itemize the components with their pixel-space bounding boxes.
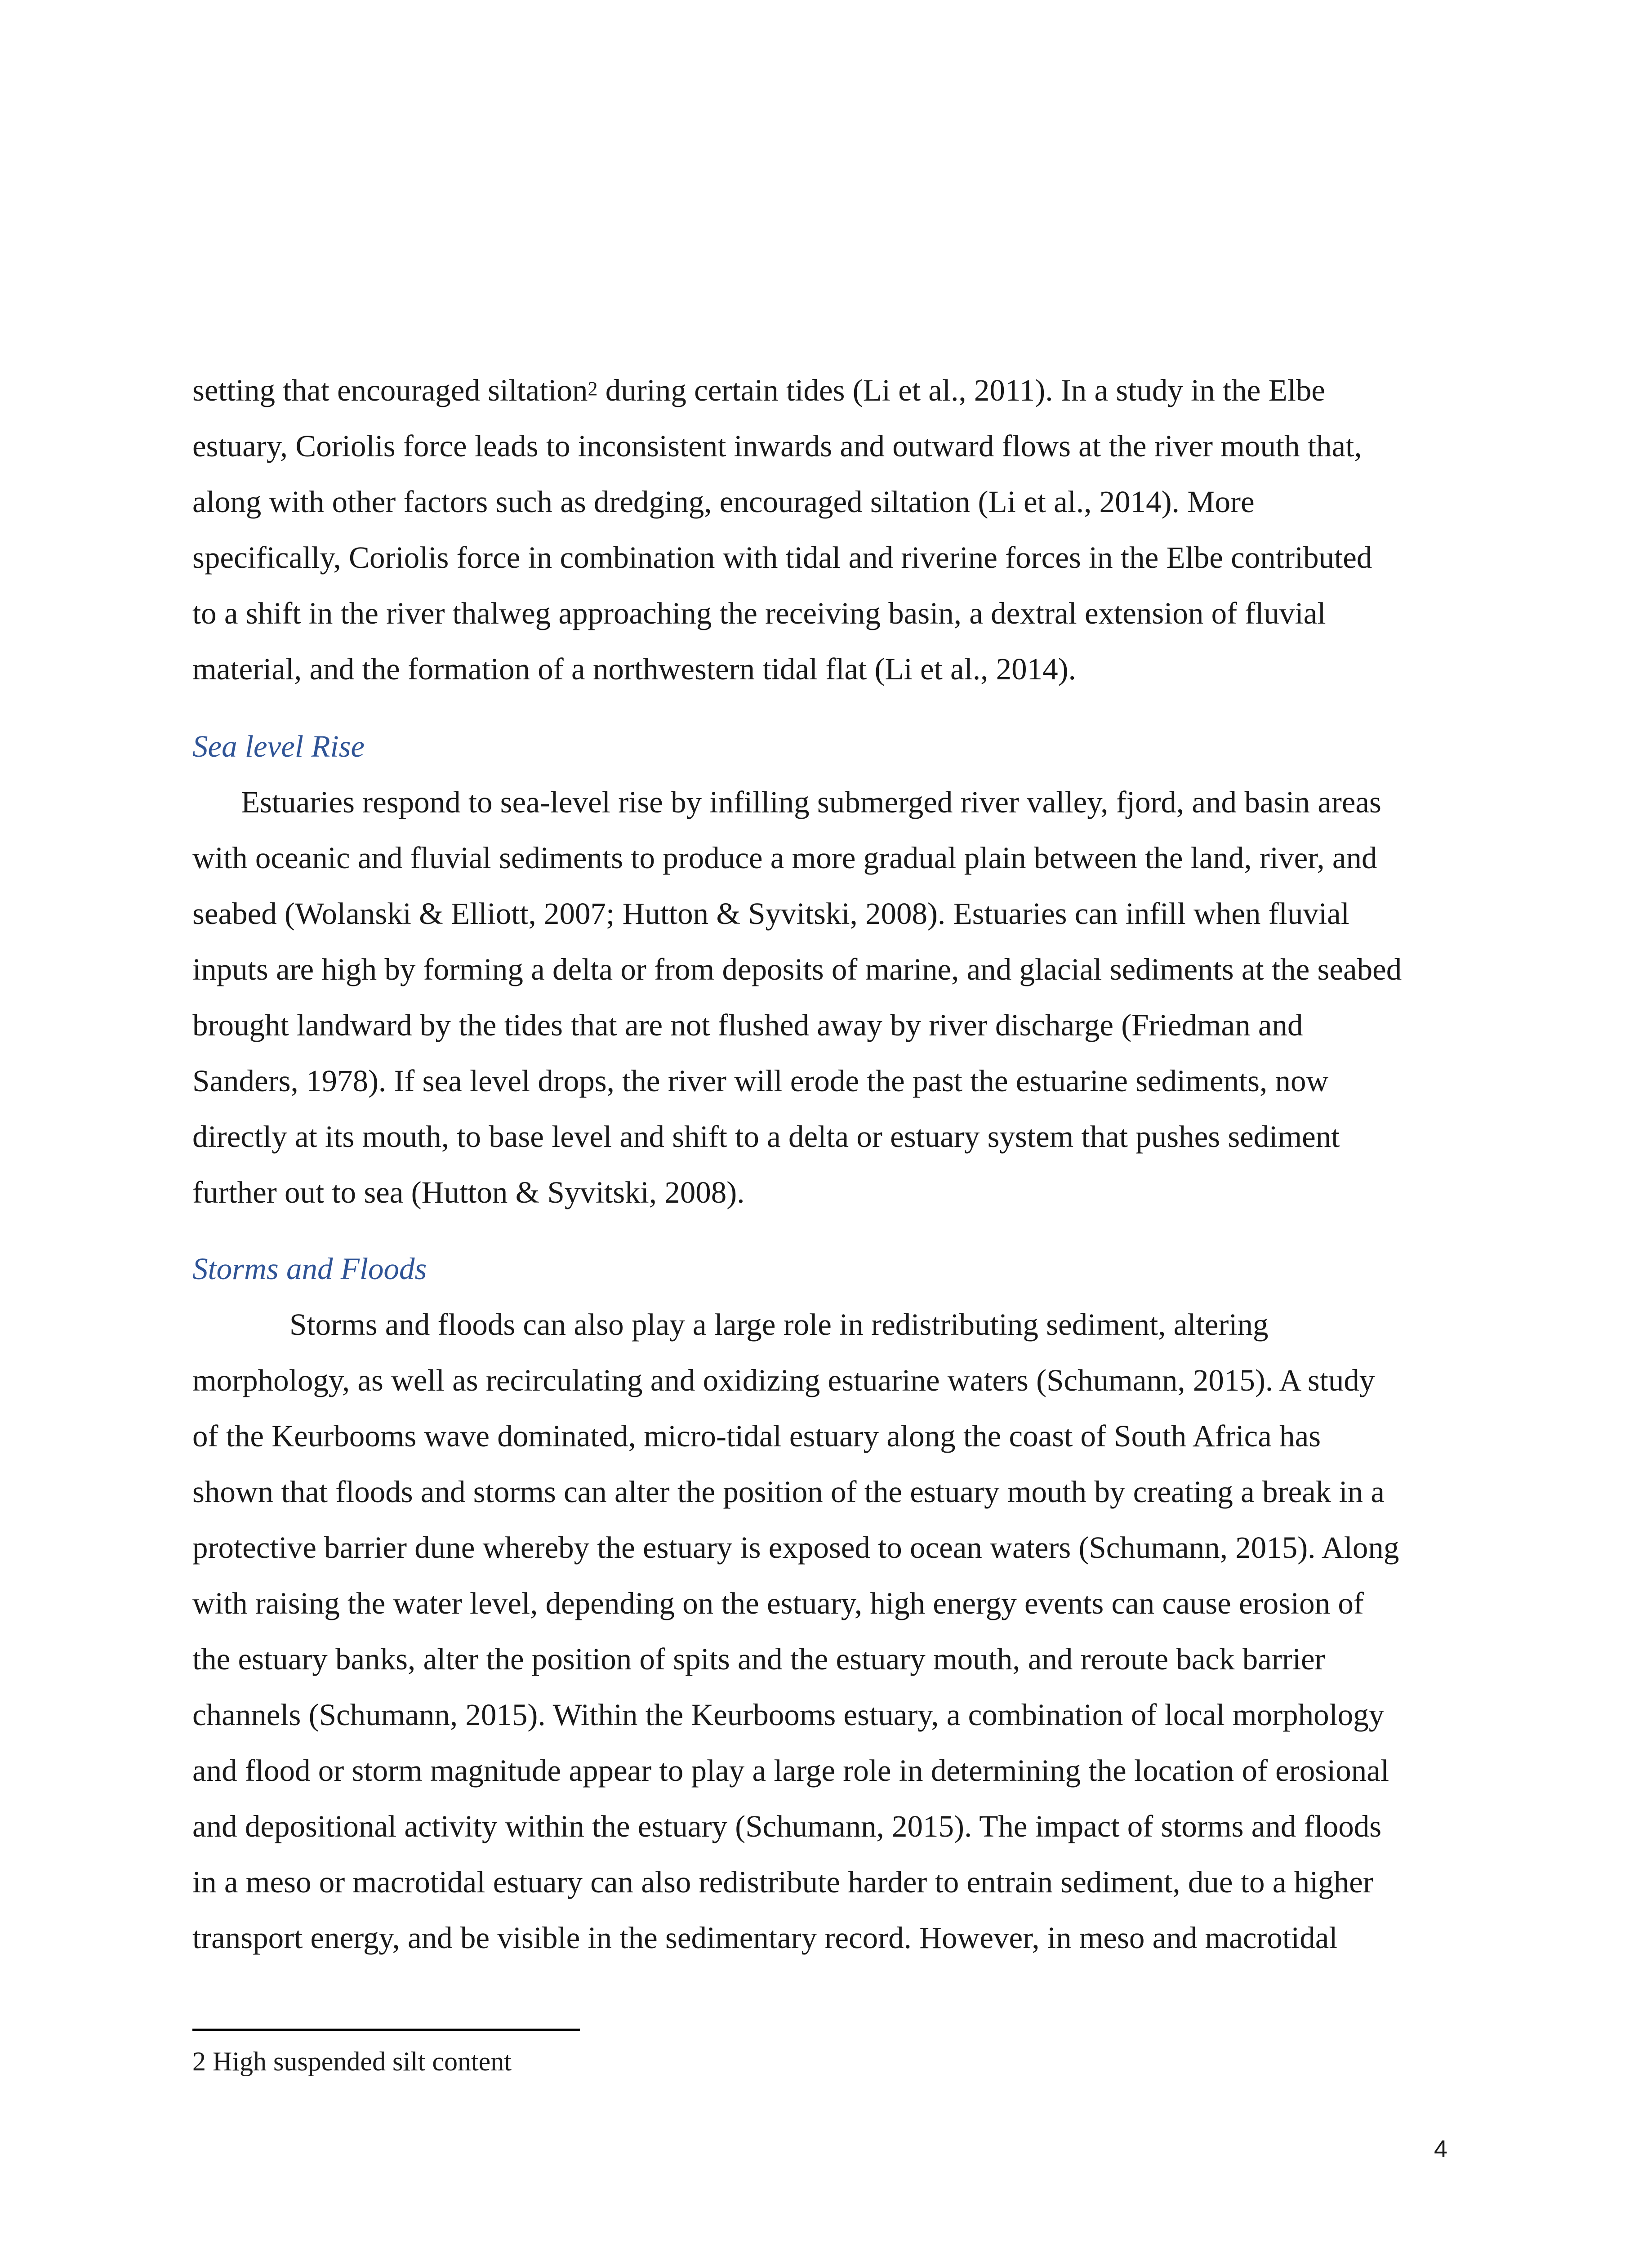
paragraph-line: brought landward by the tides that are not flushed away by river discharge (Friedman and bbox=[192, 1008, 1303, 1042]
paragraph-line: specifically, Coriolis force in combination with tidal and riverine forces in the Elbe contributed bbox=[192, 540, 1372, 575]
paragraph-line: and depositional activity within the estuary (Schumann, 2015). The impact of storms and floods bbox=[192, 1809, 1382, 1843]
section-heading-sea-level-rise: Sea level Rise bbox=[192, 729, 365, 763]
paragraph-line: Storms and floods can also play a large role in redistributing sediment, altering bbox=[289, 1307, 1269, 1342]
text-run: setting that encouraged siltation bbox=[192, 373, 588, 407]
sea-level-rise-paragraph bbox=[192, 774, 1465, 1220]
paragraph-line: with raising the water level, depending on the estuary, high energy events can cause erosion of bbox=[192, 1586, 1364, 1620]
footnote-divider bbox=[192, 2029, 580, 2031]
paragraph-line: seabed (Wolanski & Elliott, 2007; Hutton & Syvitski, 2008). Estuaries can infill when fluvial bbox=[192, 897, 1349, 931]
paragraph-line: further out to sea (Hutton & Syvitski, 2008). bbox=[192, 1175, 745, 1209]
paragraph-line: morphology, as well as recirculating and oxidizing estuarine waters (Schumann, 2015). A study bbox=[192, 1363, 1375, 1397]
paragraph-line: material, and the formation of a northwestern tidal flat (Li et al., 2014). bbox=[192, 652, 1076, 686]
intro-paragraph bbox=[192, 362, 1465, 697]
paragraph-line: and flood or storm magnitude appear to play a large role in determining the location of erosional bbox=[192, 1753, 1389, 1788]
paragraph-line: directly at its mouth, to base level and shift to a delta or estuary system that pushes sediment bbox=[192, 1120, 1340, 1154]
paragraph-line: along with other factors such as dredging, encouraged siltation (Li et al., 2014). More bbox=[192, 485, 1255, 519]
paragraph-line bbox=[192, 362, 1465, 418]
storms-floods-paragraph bbox=[192, 1297, 1465, 1966]
paragraph-line: transport energy, and be visible in the sedimentary record. However, in meso and macrotidal bbox=[192, 1921, 1338, 1955]
paragraph-line: the estuary banks, alter the position of spits and the estuary mouth, and reroute back barrier bbox=[192, 1642, 1325, 1676]
paragraph-line: with oceanic and fluvial sediments to produce a more gradual plain between the land, river, and bbox=[192, 841, 1377, 875]
section-heading-storms-and-floods: Storms and Floods bbox=[192, 1252, 427, 1286]
footnote-reference: 2 bbox=[588, 378, 598, 400]
paragraph-line: inputs are high by forming a delta or from deposits of marine, and glacial sediments at the seabed bbox=[192, 952, 1402, 986]
paragraph-line: protective barrier dune whereby the estuary is exposed to ocean waters (Schumann, 2015). Along bbox=[192, 1530, 1399, 1565]
paragraph-line: estuary, Coriolis force leads to inconsistent inwards and outward flows at the river mouth that, bbox=[192, 429, 1362, 463]
paragraph-line: shown that floods and storms can alter the position of the estuary mouth by creating a break in a bbox=[192, 1475, 1385, 1509]
paragraph-line: in a meso or macrotidal estuary can also redistribute harder to entrain sediment, due to a higher bbox=[192, 1865, 1373, 1899]
paragraph-line: of the Keurbooms wave dominated, micro-tidal estuary along the coast of South Africa has bbox=[192, 1419, 1321, 1453]
paragraph-line: to a shift in the river thalweg approaching the receiving basin, a dextral extension of fluvial bbox=[192, 596, 1326, 630]
page-number: 4 bbox=[1434, 2136, 1447, 2163]
text-run: during certain tides (Li et al., 2011). In a study in the Elbe bbox=[597, 373, 1326, 407]
paragraph-line: Sanders, 1978). If sea level drops, the river will erode the past the estuarine sediments, now bbox=[192, 1064, 1329, 1098]
paragraph-line: channels (Schumann, 2015). Within the Keurbooms estuary, a combination of local morphology bbox=[192, 1698, 1385, 1732]
footnote-text: 2 High suspended silt content bbox=[192, 2047, 512, 2076]
paragraph-line: Estuaries respond to sea-level rise by infilling submerged river valley, fjord, and basin areas bbox=[241, 785, 1381, 819]
